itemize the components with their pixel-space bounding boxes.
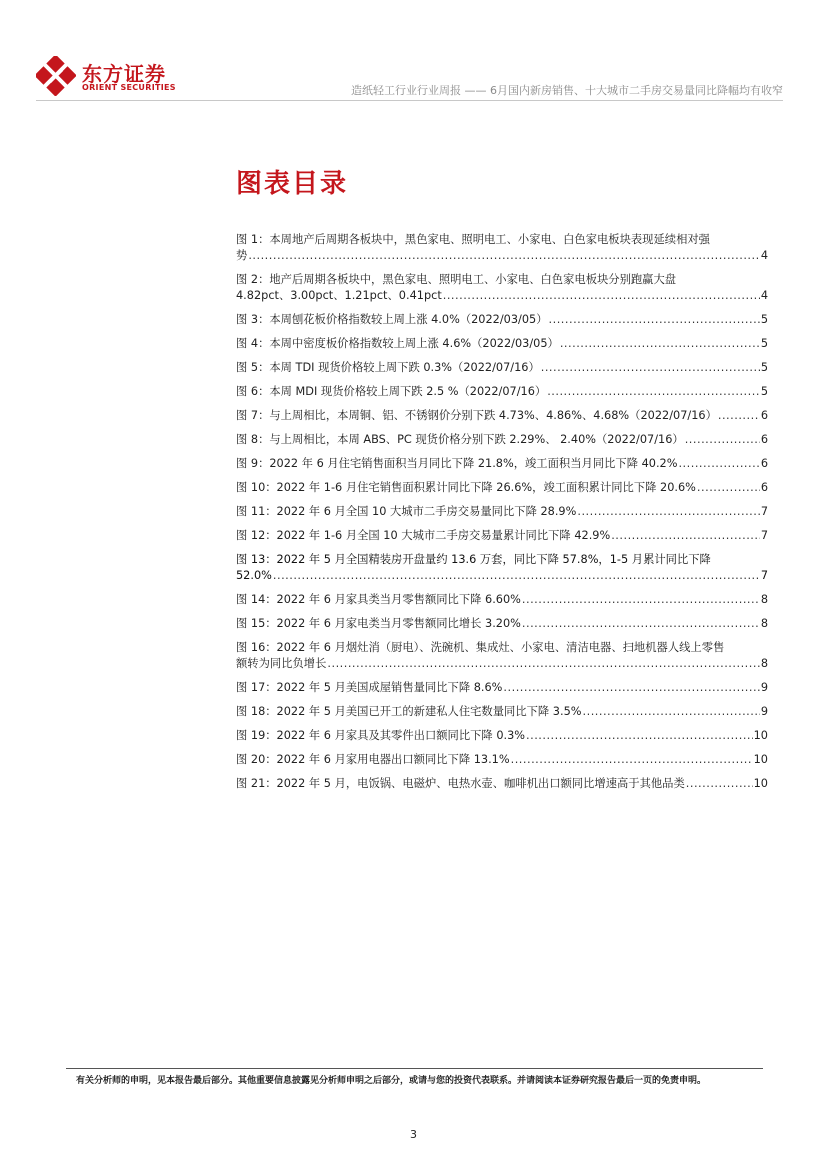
dot-leader [583,704,760,720]
toc-page-number: 5 [760,361,768,374]
dot-leader [522,616,760,632]
toc-entry-title: 图 5：本周 TDI 现货价格较上周下跌 0.3%（2022/07/16） [236,361,540,374]
dot-leader [678,456,759,472]
toc-entry[interactable] [236,528,768,544]
dot-leader [541,360,760,376]
toc-page-number: 10 [753,729,768,742]
dot-leader [443,288,760,304]
dot-leader [686,776,753,792]
figure-list [236,232,768,800]
toc-entry-title-cont: 额转为同比负增长 [236,657,327,670]
dot-leader [526,728,753,744]
toc-page-number: 5 [760,337,768,350]
toc-entry[interactable] [236,360,768,376]
toc-entry-title-cont: 52.0% [236,569,272,582]
toc-entry-title: 图 13：2022 年 5 月全国精装房开盘量约 13.6 万套，同比下降 57.8%，1-5 月累计同比下降 [236,553,711,566]
toc-entry[interactable] [236,408,768,424]
toc-page-number: 6 [760,433,768,446]
dot-leader [577,504,759,520]
toc-entry[interactable] [236,552,768,584]
toc-entry[interactable] [236,728,768,744]
toc-entry[interactable] [236,336,768,352]
toc-page-number: 4 [760,289,768,302]
report-header-title: 造纸轻工行业行业周报 —— 6月国内新房销售、十大城市二手房交易量同比降幅均有收窄 [351,84,783,97]
toc-page-number: 10 [753,753,768,766]
dot-leader [611,528,760,544]
toc-entry-title: 图 21：2022 年 5 月，电饭锅、电磁炉、电热水壶、咖啡机出口额同比增速高于其他品类 [236,777,685,790]
toc-entry[interactable] [236,456,768,472]
toc-page-number: 8 [760,593,768,606]
toc-page-number: 8 [760,617,768,630]
footer-divider [66,1068,763,1069]
orient-logo-icon [36,56,76,96]
toc-entry[interactable] [236,752,768,768]
toc-entry-title: 图 4：本周中密度板价格指数较上周上涨 4.6%（2022/03/05） [236,337,559,350]
dot-leader [685,432,760,448]
toc-entry[interactable] [236,592,768,608]
toc-page-number: 10 [753,777,768,790]
toc-entry-title: 图 1：本周地产后周期各板块中，黑色家电、照明电工、小家电、白色家电板块表现延续相对强 [236,233,710,246]
toc-page-number: 7 [760,529,768,542]
toc-entry-title: 图 19：2022 年 6 月家具及其零件出口额同比下降 0.3% [236,729,526,742]
dot-leader [549,312,760,328]
toc-entry[interactable] [236,680,768,696]
toc-entry[interactable] [236,384,768,400]
toc-entry[interactable] [236,432,768,448]
toc-page-number: 5 [760,385,768,398]
toc-page-number: 7 [760,569,768,582]
toc-entry[interactable] [236,232,768,264]
toc-entry-title: 图 9：2022 年 6 月住宅销售面积当月同比下降 21.8%，竣工面积当月同比下降 40.2% [236,457,678,470]
toc-entry[interactable] [236,640,768,672]
toc-title: 图表目录 [236,169,349,199]
logo-english-name: ORIENT SECURITIES [82,83,176,92]
toc-entry[interactable] [236,704,768,720]
toc-entry-title: 图 11：2022 年 6 月全国 10 大城市二手房交易量同比下降 28.9% [236,505,577,518]
dot-leader [718,408,760,424]
toc-entry-title: 图 18：2022 年 5 月美国已开工的新建私人住宅数量同比下降 3.5% [236,705,582,718]
toc-entry-title-cont: 势 [236,249,248,262]
toc-entry-title: 图 14：2022 年 6 月家具类当月零售额同比下降 6.60% [236,593,521,606]
toc-entry-title: 图 3：本周刨花板价格指数较上周上涨 4.0%（2022/03/05） [236,313,548,326]
dot-leader [560,336,760,352]
toc-page-number: 8 [760,657,768,670]
toc-entry[interactable] [236,776,768,792]
toc-entry-title: 图 10：2022 年 1-6 月住宅销售面积累计同比下降 26.6%，竣工面积累计同比下降 20.6% [236,481,696,494]
dot-leader [522,592,760,608]
toc-page-number: 9 [760,705,768,718]
toc-entry[interactable] [236,504,768,520]
dot-leader [697,480,760,496]
toc-entry[interactable] [236,616,768,632]
toc-page-number: 6 [760,481,768,494]
toc-page-number: 6 [760,409,768,422]
toc-page-number: 6 [760,457,768,470]
toc-entry-title: 图 8：与上周相比，本周 ABS、PC 现货价格分别下跌 2.29%、 2.40%（2022/07/16） [236,433,684,446]
footer-disclaimer: 有关分析师的申明，见本报告最后部分。其他重要信息披露见分析师申明之后部分，或请与您的投资代表联系。并请阅读本证券研究报告最后一页的免责申明。 [76,1076,707,1086]
dot-leader [248,248,760,264]
page-number: 3 [410,1128,417,1141]
toc-entry[interactable] [236,272,768,304]
toc-entry-title: 图 17：2022 年 5 月美国成屋销售量同比下降 8.6% [236,681,503,694]
toc-entry-title: 图 7：与上周相比，本周铜、铝、不锈钢价分别下跌 4.73%、4.86%、4.68%（2022/07/16） [236,409,717,422]
dot-leader [547,384,760,400]
toc-entry-title: 图 15：2022 年 6 月家电类当月零售额同比增长 3.20% [236,617,521,630]
toc-entry-title: 图 20：2022 年 6 月家用电器出口额同比下降 13.1% [236,753,510,766]
dot-leader [273,568,760,584]
toc-entry[interactable] [236,480,768,496]
dot-leader [327,656,759,672]
toc-entry-title: 图 2：地产后周期各板块中，黑色家电、照明电工、小家电、白色家电板块分别跑赢大盘 [236,273,677,286]
dot-leader [511,752,753,768]
logo-chinese-name: 东方证券 [82,62,166,86]
toc-entry-title-cont: 4.82pct、3.00pct、1.21pct、0.41pct [236,289,442,302]
toc-page-number: 7 [760,505,768,518]
dot-leader [503,680,759,696]
toc-entry-title: 图 12：2022 年 1-6 月全国 10 大城市二手房交易量累计同比下降 42.9% [236,529,611,542]
company-logo [36,56,186,96]
toc-entry[interactable] [236,312,768,328]
toc-page-number: 5 [760,313,768,326]
toc-page-number: 4 [760,249,768,262]
header-divider [36,100,783,101]
toc-entry-title: 图 16：2022 年 6 月烟灶消（厨电）、洗碗机、集成灶、小家电、清洁电器、扫地机器人线上零售 [236,641,725,654]
toc-page-number: 9 [760,681,768,694]
toc-entry-title: 图 6：本周 MDI 现货价格较上周下跌 2.5 %（2022/07/16） [236,385,547,398]
